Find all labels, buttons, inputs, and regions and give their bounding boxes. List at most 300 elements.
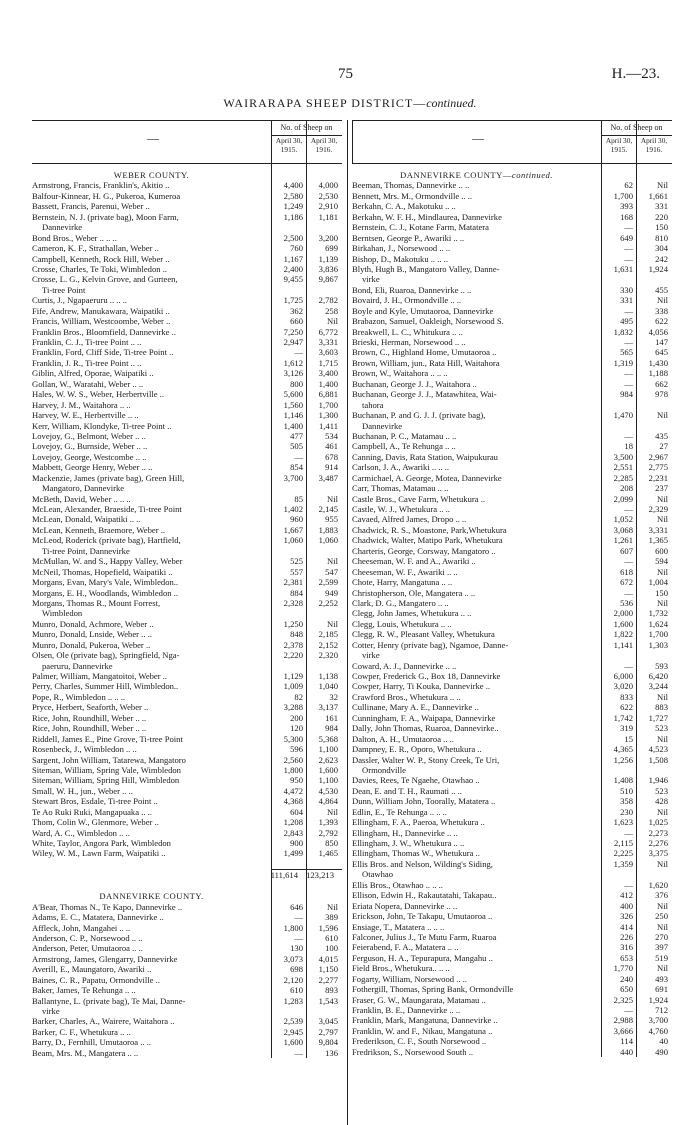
year-1915: April 30, 1915. <box>605 136 633 154</box>
sheep-1916: 2,145 <box>318 504 338 514</box>
table-row <box>352 567 672 577</box>
owner-name: Bernstein, C. J., Kotane Farm, Matatera <box>352 222 489 233</box>
owner-name: Mangatoro, Dannevirke <box>42 483 125 494</box>
sheep-1916: Nil <box>327 493 338 504</box>
owner-name: Affleck, John, Mangahei .. .. <box>32 922 131 933</box>
sheep-1916: Nil <box>657 733 668 744</box>
sheep-1916: 691 <box>655 984 668 995</box>
table-row <box>32 379 342 389</box>
sheep-1916: 3,603 <box>318 347 338 358</box>
sheep-1916: Nil <box>657 806 668 817</box>
table-row <box>32 243 342 253</box>
owner-name: Cowper, Frederick G., Box 18, Dannevirke <box>352 671 501 681</box>
owner-name: Mackenzie, James (private bag), Green Hill, <box>32 472 185 483</box>
sheep-1915: 1,141 <box>613 639 633 650</box>
section-title <box>352 170 601 180</box>
sheep-1915: 1,146 <box>283 410 303 421</box>
table-row <box>352 661 672 671</box>
owner-name: Chadwick, Walter, Matipo Park, Whetukura <box>352 535 503 546</box>
sheep-1916: 493 <box>655 973 668 984</box>
owner-name: Franklin, Mark, Mangatuna, Dannevirke .. <box>352 1015 498 1026</box>
owner-name: Buchanan, P. C., Matamau .. .. <box>352 430 457 441</box>
table-row <box>32 629 342 639</box>
sheep-1916: 490 <box>655 1046 668 1057</box>
sheep-1915: 4,365 <box>613 744 633 755</box>
sheep-1916: 1,715 <box>318 357 338 368</box>
table-row <box>352 514 672 524</box>
owner-name: Perry, Charles, Summer Hill, Wimbledon.. <box>32 681 179 692</box>
sheep-1915: 525 <box>290 556 303 567</box>
table-row <box>352 786 672 796</box>
owner-name: Charteris, George, Corsway, Mangatoro .. <box>352 545 496 556</box>
sheep-1916: 1,732 <box>648 608 668 619</box>
table-row <box>352 984 672 994</box>
sheep-1916: 250 <box>655 911 668 922</box>
table-row <box>32 212 342 222</box>
sheep-1916: 2,185 <box>318 629 338 640</box>
sheep-1915: 15 <box>624 733 633 744</box>
owner-name: Te Ao Ruki Ruki, Mangapuaka .. .. <box>32 806 152 817</box>
table-row <box>352 577 672 587</box>
table-row <box>32 441 342 451</box>
sheep-1916: 3,331 <box>648 524 668 535</box>
sheep-1916: Nil <box>657 597 668 608</box>
owner-name: Rosenbeck, J., Wimbledon .. .. <box>32 744 137 755</box>
owner-name: Castle Bros., Cave Farm, Whetukura .. <box>352 493 486 504</box>
table-row <box>352 932 672 942</box>
table-row <box>352 274 672 284</box>
owner-name: Franklin, B. E., Dannevirke .. .. <box>352 1005 461 1015</box>
sheep-1916: 2,273 <box>648 827 668 838</box>
sheep-1916: 1,543 <box>318 995 338 1006</box>
table-row <box>352 838 672 848</box>
table-row <box>352 890 672 900</box>
table-row <box>32 222 342 232</box>
sheep-1916: Nil <box>327 618 338 629</box>
sheep-1916: 1,700 <box>648 629 668 640</box>
owner-name: Ensiage, T., Matatera .. .. .. <box>352 921 445 932</box>
table-row <box>32 514 342 524</box>
sheep-1915: — <box>624 827 633 838</box>
sheep-1915: 618 <box>620 566 633 577</box>
sheep-1915: 85 <box>294 493 303 504</box>
sheep-1915: 2,500 <box>283 232 303 243</box>
sheep-1916: 1,620 <box>648 879 668 890</box>
sheep-1915: — <box>294 932 303 943</box>
sheep-1916: 3,045 <box>318 1016 338 1027</box>
owner-name: Feierabend, F. A., Matatera .. .. <box>352 942 459 953</box>
sheep-1915: — <box>624 587 633 598</box>
table-row <box>32 556 342 566</box>
sheep-1916: 2,231 <box>648 472 668 483</box>
owner-name: virke <box>362 650 380 661</box>
table-row <box>32 535 342 545</box>
sheep-1916: 32 <box>329 691 338 702</box>
owner-name: Barry, D., Fernhill, Umutaoroa .. .. <box>32 1037 152 1048</box>
owner-name: Franklin, C. J., Ti-tree Point .. .. <box>32 337 142 347</box>
sheep-1915: 440 <box>620 1046 633 1057</box>
owner-name: Frederikson, C. F., South Norsewood .. <box>352 1036 487 1047</box>
sheep-1915: 114 <box>620 1036 633 1047</box>
sheep-1915: 9,455 <box>283 274 303 285</box>
sheep-1916: 622 <box>655 316 668 327</box>
table-row <box>32 264 342 274</box>
sheep-1915: 2,560 <box>283 754 303 765</box>
sheep-1916: 2,775 <box>648 462 668 473</box>
sheep-1915: 1,770 <box>613 963 633 974</box>
section-heading <box>352 170 672 180</box>
owner-name: Riddell, James E., Pine Grove, Ti-tree Point <box>32 733 183 744</box>
sheep-1916: 4,015 <box>318 953 338 964</box>
owner-name: Ballantyne, L. (private bag), Te Mai, Danne- <box>32 995 186 1006</box>
sheep-1916: 984 <box>325 723 338 734</box>
sheep-1915: 1,822 <box>613 629 633 640</box>
owner-name: Berntsen, George P., Awariki .. .. <box>352 232 465 243</box>
sheep-1915: 319 <box>620 723 633 734</box>
owner-name: Morgans, Evan, Mary's Vale, Wimbledon.. <box>32 577 179 588</box>
sheep-1915: 226 <box>620 931 633 942</box>
table-row <box>32 201 342 211</box>
sheep-1916: 150 <box>655 587 668 598</box>
sheep-1915: 358 <box>620 796 633 807</box>
owner-name: virke <box>362 274 380 285</box>
sheep-1915: 3,068 <box>613 524 633 535</box>
table-row <box>352 744 672 754</box>
table-row <box>352 775 672 785</box>
owner-name: Clegg, R. W., Pleasant Valley, Whetukura <box>352 629 495 640</box>
sheep-1916: 523 <box>655 785 668 796</box>
owner-name: McLean, Alexander, Braeside, Ti-tree Point <box>32 504 182 514</box>
sheep-1916: 1,624 <box>648 618 668 629</box>
owner-name: Bishop, D., Makotuku .. .. .. <box>352 253 448 264</box>
owner-name: Franklin Bros., Bloomfield, Dannevirke .. <box>32 326 176 337</box>
sheep-1915: — <box>294 451 303 462</box>
table-row <box>32 598 342 608</box>
sheep-1915: 1,631 <box>613 263 633 274</box>
sheep-1915: 1,283 <box>283 995 303 1006</box>
sheep-1916: 2,797 <box>318 1026 338 1037</box>
sheep-1916: 1,924 <box>648 263 668 274</box>
sheep-1915: 2,381 <box>283 577 303 588</box>
table-row <box>352 859 672 869</box>
sheep-1916: 1,411 <box>318 420 338 431</box>
left-table-body <box>32 164 342 1058</box>
owner-name: Ellingham, F. A., Paeroa, Whetukura .. <box>352 817 485 828</box>
sheep-1915: 414 <box>620 921 633 932</box>
owner-name: Dampney, E. R., Oporo, Whetukura .. <box>352 744 482 755</box>
owner-name: Morgans, Thomas R., Mount Forrest, <box>32 597 161 608</box>
section-title-text: DANNEVIRKE COUNTY. <box>99 891 204 902</box>
table-row <box>352 191 672 201</box>
sheep-1916: 389 <box>325 912 338 923</box>
owner-name: Cheeseman, W. F., Awariki .. .. <box>352 566 458 577</box>
owner-name: Balfour-Kinnear, H. G., Pukeroa, Kumeroa <box>32 190 181 201</box>
sheep-1916: 2,792 <box>318 827 338 838</box>
sheep-1916: 600 <box>655 545 668 556</box>
sheep-1915: 3,700 <box>283 472 303 483</box>
sheep-1916: 270 <box>655 931 668 942</box>
sheep-1916: 2,599 <box>318 577 338 588</box>
table-row <box>32 233 342 243</box>
sheep-1916: Nil <box>657 963 668 974</box>
sheep-1916: 1,393 <box>318 817 338 828</box>
sheep-1915: 646 <box>290 901 303 912</box>
owner-name: Barker, Charles, A., Wairere, Waitahora .. <box>32 1016 175 1027</box>
sheep-1916: 220 <box>655 211 668 222</box>
table-row <box>352 713 672 723</box>
section-heading <box>32 891 342 901</box>
owner-name: Cullinane, Mary A. E., Dannevirke .. <box>352 702 479 713</box>
table-row <box>32 295 342 305</box>
table-row <box>352 295 672 305</box>
table-row <box>32 567 342 577</box>
owner-name: Brabazon, Samuel, Oakleigh, Norsewood S. <box>352 316 504 327</box>
sheep-1915: 884 <box>290 587 303 598</box>
table-row <box>352 462 672 472</box>
owner-name: Berkahn, C. A., Makotuku .. .. <box>352 201 456 212</box>
sheep-1915: 2,099 <box>613 493 633 504</box>
sheep-1916: 523 <box>655 723 668 734</box>
sheep-1915: 230 <box>620 806 633 817</box>
owner-name: Carmichael, A. George, Motea, Dannevirke <box>352 472 502 483</box>
sheep-1915: 1,208 <box>283 817 303 828</box>
table-row <box>32 452 342 462</box>
year-1916: April 30, 1916. <box>310 136 338 154</box>
owner-name: Dannevirke <box>42 222 83 233</box>
owner-name: McLean, Donald, Waipatiki .. .. <box>32 514 141 525</box>
table-row <box>32 608 342 618</box>
section-title-text: DANNEVIRKE COUNTY— <box>400 170 512 180</box>
table-row <box>32 775 342 785</box>
sheep-1915: 596 <box>290 744 303 755</box>
owner-name: Anderson, Peter, Umutaoroa .. .. <box>32 943 143 954</box>
sheep-1916: 1,596 <box>318 922 338 933</box>
sheep-1916: 242 <box>655 253 668 264</box>
sheep-1916: 1,600 <box>318 764 338 775</box>
owner-name: McMullan, W. and S., Happy Valley, Weber <box>32 556 183 567</box>
owner-name: Fredrikson, S., Norsewood South .. <box>352 1046 474 1057</box>
sheep-1916: 435 <box>655 430 668 441</box>
sheep-1916: 3,331 <box>318 337 338 347</box>
sheep-1915: — <box>624 504 633 514</box>
sheep-1915: 1,742 <box>613 712 633 723</box>
sheep-1915: — <box>624 305 633 316</box>
sheep-1916: 2,910 <box>318 201 338 212</box>
sheep-1916: 2,320 <box>318 650 338 661</box>
owner-name: Erickson, John, Te Takapu, Umutaoroa .. <box>352 911 493 922</box>
sheep-1916: 455 <box>655 284 668 295</box>
table-row <box>32 274 342 284</box>
sheep-1916: Nil <box>657 921 668 932</box>
owner-name: Barker, C. F., Whetukura .. .. <box>32 1026 131 1037</box>
table-row <box>352 254 672 264</box>
owner-name: Cotter, Henry (private bag), Ngamoe, Danne- <box>352 639 509 650</box>
table-row <box>32 828 342 838</box>
table-row <box>352 922 672 932</box>
table-row <box>32 912 342 922</box>
sheep-1915: 326 <box>620 911 633 922</box>
owner-name: Anderson, C. P., Norsewood .. .. <box>32 932 143 943</box>
sheep-1916: 519 <box>655 952 668 963</box>
owner-name: Dunn, William John, Toorally, Matatera .. <box>352 796 496 807</box>
owner-name: Brown, C., Highland Home, Umutaoroa .. <box>352 347 497 358</box>
table-row <box>32 954 342 964</box>
owner-name: Lovejoy, G., Burnside, Weber .. .. <box>32 441 148 452</box>
owner-name: Fogarty, William, Norsewood .. .. <box>352 973 467 984</box>
owner-name: Cameron, K. F., Strathallan, Weber .. <box>32 243 159 254</box>
owner-name: Fothergill, Thomas, Spring Bank, Ormondville <box>352 984 514 995</box>
sheep-1916: 1,150 <box>318 964 338 975</box>
sheep-1915: 1,060 <box>283 535 303 546</box>
owner-name: Ellis Bros. and Nelson, Wilding's Siding, <box>352 858 493 869</box>
table-row <box>32 807 342 817</box>
table-row <box>352 911 672 921</box>
table-row <box>32 1006 342 1016</box>
table-row <box>32 640 342 650</box>
table-row <box>32 358 342 368</box>
section-title-text: WEBER COUNTY. <box>113 170 190 180</box>
sheep-1916: 1,139 <box>318 253 338 264</box>
owner-name: Birkahan, J., Norsewood .. .. <box>352 243 451 254</box>
owner-name: Armstrong, Francis, Franklin's, Akitio .. <box>32 180 170 191</box>
owner-name: Lovejoy, George, Westcombe .. .. <box>32 451 147 462</box>
table-row <box>352 368 672 378</box>
table-row <box>352 619 672 629</box>
owner-name: Ellingham, J. W., Whetukura .. .. <box>352 838 465 848</box>
owner-name: Crosse, Charles, Te Toki, Wimbledon .. <box>32 263 167 274</box>
sheep-1915: 6,000 <box>613 671 633 681</box>
sheep-1916: 3,244 <box>648 681 668 692</box>
owner-name: virke <box>42 1006 60 1016</box>
sheep-1915: 660 <box>290 316 303 327</box>
sheep-1915: 1,800 <box>283 922 303 933</box>
owner-name: Buchanan, George J. J., Waitahora .. <box>352 378 477 389</box>
table-row <box>352 963 672 973</box>
owner-name: Munro, Donald, Achmore, Weber .. <box>32 618 154 629</box>
sheep-1915: — <box>294 1047 303 1058</box>
owner-name: Franklin, W. and F., Nikau, Mangatuna .. <box>352 1025 493 1036</box>
table-row <box>32 421 342 431</box>
sheep-1915: 848 <box>290 629 303 640</box>
owner-name: Thom, Colin W., Glenmore, Weber .. <box>32 817 159 828</box>
sheep-1916: 4,530 <box>318 785 338 796</box>
table-row <box>32 1037 342 1047</box>
sheep-1915: 800 <box>290 378 303 389</box>
table-row <box>352 828 672 838</box>
owner-name: Ti-tree Point <box>42 284 86 295</box>
sheep-1915: 82 <box>294 691 303 702</box>
sheep-1916: 304 <box>655 243 668 254</box>
table-row <box>32 525 342 535</box>
owner-name: Curtis, J., Ngapaeruru .. .. .. <box>32 295 127 306</box>
year-1916: April 30, 1916. <box>640 136 668 154</box>
table-row <box>352 588 672 598</box>
table-row <box>352 723 672 733</box>
sheep-1915: 330 <box>620 284 633 295</box>
table-row <box>352 431 672 441</box>
sheep-1916: 914 <box>325 462 338 473</box>
sheep-1916: 2,252 <box>318 597 338 608</box>
sheep-1915: 1,600 <box>283 1037 303 1048</box>
owner-name: Baker, James, Te Rehunga .. .. <box>32 985 136 996</box>
sheep-1915: — <box>624 337 633 347</box>
table-row <box>352 504 672 514</box>
sheep-1915: 2,120 <box>283 974 303 985</box>
owner-name: Blyth, Hugh B., Mangatoro Valley, Danne- <box>352 263 500 274</box>
owner-name: Carr, Thomas, Matamau .. .. <box>352 483 449 494</box>
year-1915: April 30, 1915. <box>275 136 303 154</box>
table-row <box>32 975 342 985</box>
owner-name: McNeil, Thomas, Hopefield, Waipatiki .. <box>32 566 173 577</box>
owner-name: Brown, William, jun., Rata Hill, Waitahora <box>352 357 500 368</box>
table-row <box>352 441 672 451</box>
sheep-1915: 7,250 <box>283 326 303 337</box>
sheep-1916: 136 <box>325 1047 338 1058</box>
owner-name: McBeth, David, Weber .. .. .. <box>32 493 131 504</box>
sheep-1916: 6,772 <box>318 326 338 337</box>
table-row <box>32 1016 342 1026</box>
sheep-1915: 1,560 <box>283 399 303 410</box>
right-table <box>352 120 672 1057</box>
sheep-1916: 2,623 <box>318 754 338 765</box>
table-row <box>352 995 672 1005</box>
sheep-1915: 510 <box>620 785 633 796</box>
owner-name: Coward, A. J., Dannevirke .. .. <box>352 660 457 671</box>
table-row <box>352 796 672 806</box>
table-row <box>32 1027 342 1037</box>
owner-name: Christopherson, Ole, Mangatera .. .. <box>352 587 476 598</box>
sheep-1915: — <box>624 222 633 233</box>
sheep-1916: 397 <box>655 942 668 953</box>
table-row <box>352 180 672 190</box>
sheep-1916: 1,138 <box>318 671 338 681</box>
sheep-1915: 2,378 <box>283 639 303 650</box>
sheep-1915: 505 <box>290 441 303 452</box>
owner-name: Clegg, John James, Whetukura .. .. <box>352 608 472 619</box>
owner-name: Gollan, W., Waratahi, Weber .. .. <box>32 378 144 389</box>
sheep-1915: 168 <box>620 211 633 222</box>
sheep-1915: 2,945 <box>283 1026 303 1037</box>
owner-name: Lovejoy, G., Belmont, Weber .. .. <box>32 430 146 441</box>
table-row <box>32 588 342 598</box>
sheep-1916: 1,924 <box>648 994 668 1005</box>
owner-name: Bassett, Francis, Parenui, Weber .. <box>32 201 150 212</box>
sheep-1915: — <box>624 430 633 441</box>
sheep-1915: 1,129 <box>283 671 303 681</box>
sheep-header: No. of Sheep on <box>610 123 663 132</box>
sheep-1915: 4,472 <box>283 785 303 796</box>
owner-name: Harvey, J. M., Waitahora .. .. <box>32 399 131 410</box>
sheep-1915: — <box>624 660 633 671</box>
sheep-1915: 833 <box>620 691 633 702</box>
sheep-1916: Nil <box>327 901 338 912</box>
page-number: 75 <box>338 66 353 82</box>
sheep-1915: 1,009 <box>283 681 303 692</box>
page-code: H.—23. <box>611 66 660 82</box>
table-row <box>32 327 342 337</box>
table-row <box>352 379 672 389</box>
sheep-1916: 161 <box>325 712 338 723</box>
table-row <box>32 985 342 995</box>
sheep-1915: 1,667 <box>283 524 303 535</box>
sheep-1915: 200 <box>290 712 303 723</box>
owner-name: Pryce, Herbert, Seaforth, Weber .. <box>32 702 149 713</box>
table-row <box>32 881 342 891</box>
sheep-1915: 536 <box>620 597 633 608</box>
owner-name: Pope, R., Wimbledon .. .. .. <box>32 691 126 702</box>
sheep-1915: 1,261 <box>613 535 633 546</box>
table-row <box>32 285 342 295</box>
